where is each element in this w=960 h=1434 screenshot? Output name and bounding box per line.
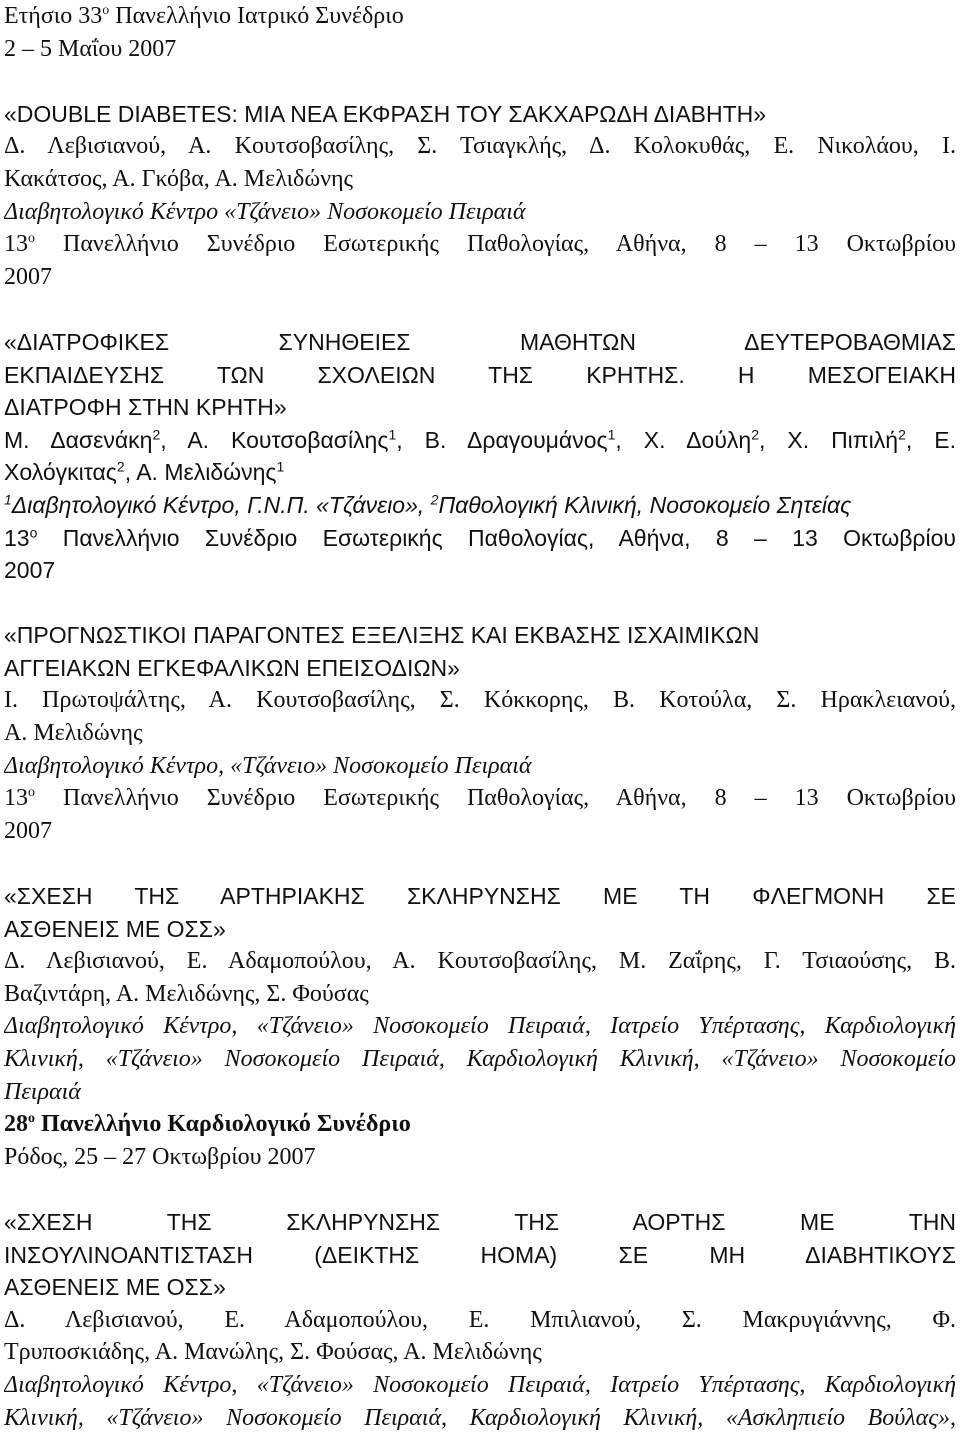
ordinal-sup: ο	[28, 231, 35, 247]
entry-title: ΑΣΘΕΝΕΙΣ ΜΕ ΟΣΣ»	[4, 915, 226, 942]
entry-title: ΑΣΘΕΝΕΙΣ ΜΕ ΟΣΣ»	[4, 1274, 226, 1301]
entry-venue-year: 2007	[4, 557, 56, 584]
ordinal-sup: ο	[29, 523, 38, 540]
entry-title: «ΣΧΕΣΗ ΤΗΣ ΑΡΤΗΡΙΑΚΗΣ ΣΚΛΗΡΥΝΣΗΣ ΜΕ ΤΗ ΦΛΕΓΜΟΝΗ ΣΕ	[4, 883, 956, 910]
entry-authors: Τρυποσκιάδης, Α. Μανώλης, Σ. Φούσας, Α. Μελιδώνης	[4, 1339, 542, 1366]
document-page	[4, 0, 956, 1434]
entry-affiliation	[4, 489, 956, 522]
entry-affiliation: Διαβητολογικό Κέντρο, «Τζάνειο» Νοσοκομείο Πειραιά, Ιατρείο Υπέρτασης, Καρδιολογική	[4, 1013, 956, 1040]
entry-title: ΑΓΓΕΙΑΚΩΝ ΕΓΚΕΦΑΛΙΚΩΝ ΕΠΕΙΣΟΔΙΩΝ»	[4, 654, 460, 681]
affiliation-sup: 2	[898, 426, 906, 443]
conference-dates: Ρόδος, 25 – 27 Οκτωβρίου 2007	[4, 1143, 316, 1170]
author-text: , Ε.	[905, 426, 956, 453]
entry-authors	[4, 456, 956, 489]
entry-title: ΔΙΑΤΡΟΦΗ ΣΤΗΝ ΚΡΗΤΗ»	[4, 394, 287, 421]
conference-title-text: Πανελλήνιο Καρδιολογικό Συνέδριο	[35, 1111, 411, 1138]
affiliation-sup: 1	[276, 458, 285, 475]
entry-venue	[4, 522, 956, 555]
conference-dates: 2 – 5 Μαΐου 2007	[4, 35, 177, 62]
entry-venue	[4, 782, 956, 815]
spacer	[4, 65, 956, 98]
ordinal-sup: ο	[102, 3, 110, 18]
entry-venue	[4, 228, 956, 261]
affiliation-text: Διαβητολογικό Κέντρο, Γ.Ν.Π. «Τζάνειο»,	[11, 491, 431, 518]
venue-text: Πανελλήνιο Συνέδριο Εσωτερικής Παθολογίας, Αθήνα, 8 – 13 Οκτωβρίου	[35, 785, 956, 812]
affiliation-sup: 1	[4, 491, 12, 508]
entry-affiliation: Διαβητολογικό Κέντρο, «Τζάνειο» Νοσοκομείο Πειραιά	[4, 752, 532, 779]
entry-title: «ΔΙΑΤΡΟΦΙΚΕΣ ΣΥΝΗΘΕΙΕΣ ΜΑΘΗΤΩΝ ΔΕΥΤΕΡΟΒΑΘΜΙΑΣ	[4, 328, 956, 355]
spacer	[4, 587, 956, 620]
entry-authors: Δ. Λεβισιανού, Α. Κουτσοβασίλης, Σ. Τσιαγκλής, Δ. Κολοκυθάς, Ε. Νικολάου, Ι.	[4, 133, 956, 160]
affiliation-sup: 1	[388, 426, 397, 443]
venue-text: Πανελλήνιο Συνέδριο Εσωτερικής Παθολογίας, Αθήνα, 8 – 13 Οκτωβρίου	[35, 231, 956, 258]
affiliation-sup: 2	[152, 426, 161, 443]
entry-authors: Δ. Λεβισιανού, Ε. Αδαμοπούλου, Α. Κουτσοβασίλης, Μ. Ζαΐρης, Γ. Τσιαούσης, Β.	[4, 948, 956, 975]
affiliation-sup: 1	[607, 426, 616, 443]
venue-text: 13	[4, 524, 30, 551]
conference-title	[4, 1108, 956, 1141]
venue-text: 13	[4, 785, 28, 812]
conference-title	[4, 0, 956, 33]
entry-affiliation: Διαβητολογικό Κέντρο «Τζάνειο» Νοσοκομείο Πειραιά	[4, 198, 526, 225]
author-text: , Χ. Δούλη	[615, 426, 752, 453]
entry-title: ΕΚΠΑΙΔΕΥΣΗΣ ΤΩΝ ΣΧΟΛΕΙΩΝ ΤΗΣ ΚΡΗΤΗΣ. Η ΜΕΣΟΓΕΙΑΚΗ	[4, 361, 956, 388]
spacer	[4, 847, 956, 880]
author-text: , Β. Δραγουμάνος	[396, 426, 608, 453]
entry-affiliation: Κλινική, «Τζάνειο» Νοσοκομείο Πειραιά, Καρδιολογική Κλινική, «Τζάνειο» Νοσοκομείο	[4, 1046, 956, 1072]
entry-authors: Α. Μελιδώνης	[4, 720, 143, 747]
venue-text: Πανελλήνιο Συνέδριο Εσωτερικής Παθολογίας, Αθήνα, 8 – 13 Οκτωβρίου	[37, 524, 956, 551]
affiliation-sup: 2	[116, 458, 125, 475]
entry-title: «DOUBLE DIABETES: ΜΙΑ ΝΕΑ ΕΚΦΡΑΣΗ ΤΟΥ ΣΑΚΧΑΡΩΔΗ ΔΙΑΒΗΤΗ»	[4, 100, 767, 127]
spacer	[4, 1173, 956, 1206]
entry-title: ΙΝΣΟΥΛΙΝΟΑΝΤΙΣΤΑΣΗ (ΔΕΙΚΤΗΣ HOMA) ΣΕ ΜΗ ΔΙΑΒΗΤΙΚΟΥΣ	[4, 1241, 956, 1268]
entry-affiliation: Πειραιά	[4, 1078, 81, 1105]
entry-title: «ΣΧΕΣΗ ΤΗΣ ΣΚΛΗΡΥΝΣΗΣ ΤΗΣ ΑΟΡΤΗΣ ΜΕ ΤΗΝ	[4, 1208, 956, 1235]
author-text: Μ. Δασενάκη	[4, 426, 153, 453]
affiliation-sup: 2	[430, 491, 439, 508]
affiliation-sup: 2	[751, 426, 759, 443]
entry-affiliation: Κλινική, «Τζάνειο» Νοσοκομείο Πειραιά, Καρδιολογική Κλινική, «Ασκληπιείο Βούλας»,	[4, 1404, 956, 1431]
entry-affiliation: Διαβητολογικό Κέντρο, «Τζάνειο» Νοσοκομείο Πειραιά, Ιατρείο Υπέρτασης, Καρδιολογική	[4, 1371, 956, 1398]
conference-title-text: Πανελλήνιο Ιατρικό Συνέδριο	[109, 3, 404, 29]
entry-authors: Δ. Λεβισιανού, Ε. Αδαμοπούλου, Ε. Μπιλιανού, Σ. Μακρυγιάννης, Φ.	[4, 1306, 956, 1333]
entry-authors: Βαζιντάρη, Α. Μελιδώνης, Σ. Φούσας	[4, 980, 369, 1007]
entry-title: «ΠΡΟΓΝΩΣΤΙΚΟΙ ΠΑΡΑΓΟΝΤΕΣ ΕΞΕΛΙΞΗΣ ΚΑΙ ΕΚΒΑΣΗΣ ΙΣΧΑΙΜΙΚΩΝ	[4, 622, 760, 649]
venue-text: 13	[4, 231, 28, 258]
author-text: , Α. Μελιδώνης	[124, 459, 277, 486]
author-text: , Α. Κουτσοβασίλης	[160, 426, 389, 453]
entry-authors: Ι. Πρωτοψάλτης, Α. Κουτσοβασίλης, Σ. Κόκκορης, Β. Κοτούλα, Σ. Ηρακλειανού,	[4, 687, 956, 714]
spacer	[4, 293, 956, 326]
conference-title-text: Ετήσιο 33	[4, 3, 103, 29]
entry-authors	[4, 424, 956, 457]
author-text: Χολόγκιτας	[4, 459, 117, 486]
conference-title-text: 28	[4, 1111, 28, 1138]
affiliation-text: Παθολογική Κλινική, Νοσοκομείο Σητείας	[438, 491, 852, 518]
entry-authors: Κακάτσος, Α. Γκόβα, Α. Μελιδώνης	[4, 165, 354, 192]
ordinal-sup: ο	[28, 785, 35, 801]
entry-venue-year: 2007	[4, 817, 52, 844]
author-text: , Χ. Πιπιλή	[759, 426, 899, 453]
ordinal-sup: ο	[28, 1111, 35, 1127]
entry-venue-year: 2007	[4, 263, 52, 290]
